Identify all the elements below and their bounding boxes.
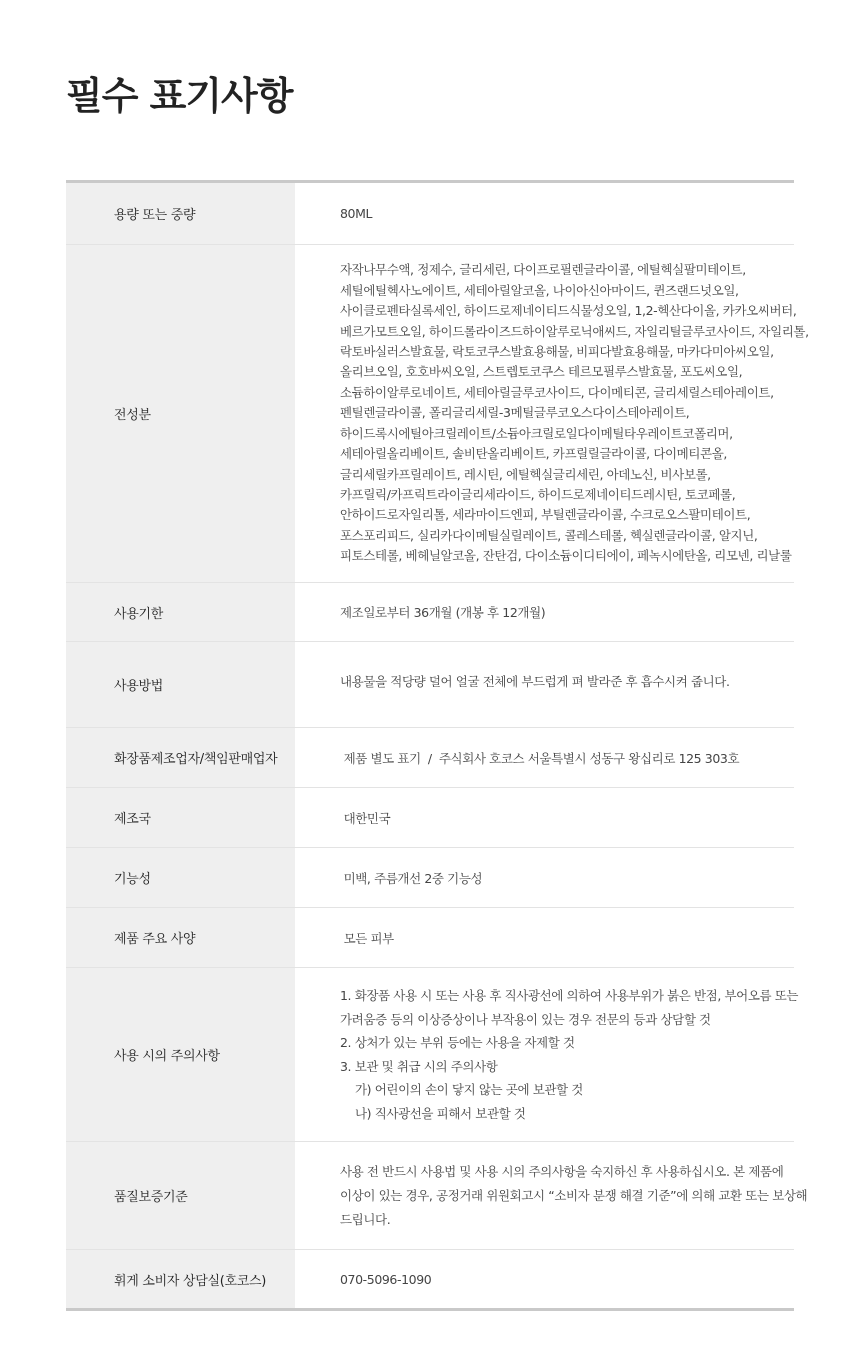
value-cautions (295, 968, 804, 1141)
ingredient-line: 세테아릴올리베이트, 솔비탄올리베이트, 카프릴릴글라이콜, 다이메티콘올, (340, 446, 727, 462)
value-line: 대한민국 (340, 810, 391, 826)
ingredient-line: 락토바실러스발효물, 락토코쿠스발효용해물, 비피다발효용해물, 마카다미아씨오일, (340, 344, 774, 360)
value-line: 내용물을 적당량 덜어 얼굴 전체에 부드럽게 펴 발라준 후 흡수시켜 줍니다. (340, 674, 730, 689)
value-line: 80ML (340, 206, 373, 221)
caution-line: 나) 직사광선을 피해서 보관할 것 (355, 1105, 526, 1121)
caution-line: 가려움증 등의 이상증상이나 부작용이 있는 경우 전문의 등과 상담할 것 (340, 1011, 711, 1027)
value-line: 제품 별도 표기 / 주식회사 호코스 서울특별시 성동구 왕십리로 125 303호 (340, 750, 740, 766)
quality-line: 드립니다. (340, 1211, 391, 1227)
phone-number: 070-5096-1090 (340, 1271, 432, 1287)
row-expiry (66, 582, 794, 641)
caution-line: 가) 어린이의 손이 닿지 않는 곳에 보관할 것 (355, 1082, 583, 1097)
label-expiry: 사용기한 (66, 583, 295, 641)
ingredient-line: 올리브오일, 호호바씨오일, 스트렙토코쿠스 테르모필루스발효물, 포도씨오일, (340, 364, 743, 380)
value-line: 모든 피부 (340, 930, 394, 946)
ingredient-line: 소듐하이알루로네이트, 세테아릴글루코사이드, 다이메티콘, 글리세릴스테아레이트, (340, 384, 774, 400)
label-manufacturer: 화장품제조업자/책임판매업자 (66, 728, 295, 787)
label-country: 제조국 (66, 788, 295, 847)
row-cautions (66, 967, 799, 1141)
ingredient-line: 사이클로펜타실록세인, 하이드로제네이티드식물성오일, 1,2-헥산다이올, 카카오씨버터, (340, 303, 797, 319)
ingredient-line: 펜틸렌글라이콜, 폴리글리세릴-3메틸글루코오스다이스테아레이트, (340, 405, 690, 421)
ingredient-line: 피토스테롤, 베헤닐알코올, 잔탄검, 다이소듐이디티에이, 페녹시에탄올, 리모넨, 리날룰 (340, 548, 792, 564)
label-volume: 용량 또는 중량 (66, 183, 295, 244)
row-functionality (66, 847, 794, 907)
ingredient-line: 포스포리피드, 실리카다이메틸실릴레이트, 콜레스테롤, 헥실렌글라이콜, 알지닌, (340, 527, 758, 543)
ingredient-line: 베르가모트오일, 하이드롤라이즈드하이알루로닉애씨드, 자일리틸글루코사이드, 자일리톨, (340, 323, 809, 339)
label-consumer-center: 휘게 소비자 상담실(호코스) (66, 1250, 295, 1308)
value-usage-method (295, 642, 794, 727)
value-manufacturer (295, 728, 794, 787)
spec-table (66, 180, 809, 1311)
label-quality-standard: 품질보증기준 (66, 1142, 295, 1249)
row-manufacturer (66, 727, 794, 787)
ingredient-line: 카프릴릭/카프릭트라이글리세라이드, 하이드로제네이티드레시틴, 토코페롤, (340, 486, 736, 502)
value-expiry (295, 583, 794, 641)
value-line: 미백, 주름개선 2중 기능성 (340, 870, 483, 886)
row-ingredients (66, 244, 809, 582)
row-quality-standard (66, 1141, 808, 1249)
row-usage-method (66, 641, 794, 727)
row-volume (66, 183, 794, 244)
page-title: 필수 표기사항 (66, 74, 293, 118)
value-consumer-center (295, 1250, 794, 1308)
row-consumer-center (66, 1249, 794, 1308)
value-volume (295, 183, 794, 244)
caution-line: 3. 보관 및 취급 시의 주의사항 (340, 1058, 498, 1074)
row-country (66, 787, 794, 847)
value-ingredients (295, 245, 815, 582)
quality-line: 사용 전 반드시 사용법 및 사용 시의 주의사항을 숙지하신 후 사용하십시오. 본 제품에 (340, 1163, 784, 1179)
ingredient-line: 세틸에틸헥사노에이트, 세테아릴알코올, 나이아신아마이드, 퀸즈랜드넛오일, (340, 282, 739, 298)
value-country (295, 788, 794, 847)
label-cautions: 사용 시의 주의사항 (66, 968, 295, 1141)
row-main-spec (66, 907, 794, 967)
value-functionality (295, 848, 794, 907)
caution-line: 1. 화장품 사용 시 또는 사용 후 직사광선에 의하여 사용부위가 붉은 반점, 부어오름 또는 (340, 988, 799, 1003)
ingredient-line: 안하이드로자일리톨, 세라마이드엔피, 부틸렌글라이콜, 수크로오스팔미테이트, (340, 507, 751, 523)
ingredient-line: 하이드록시에틸아크릴레이트/소듐아크릴로일다이메틸타우레이트코폴리머, (340, 425, 733, 441)
value-main-spec (295, 908, 794, 967)
ingredient-line: 글리세릴카프릴레이트, 레시틴, 에틸헥실글리세린, 아데노신, 비사보롤, (340, 466, 711, 482)
label-usage-method: 사용방법 (66, 642, 295, 727)
caution-line: 2. 상처가 있는 부위 등에는 사용을 자제할 것 (340, 1035, 575, 1050)
value-quality-standard (295, 1142, 813, 1249)
label-ingredients: 전성분 (66, 245, 295, 582)
quality-line: 이상이 있는 경우, 공정거래 위원회고시 “소비자 분쟁 해결 기준”에 의해 교환 또는 보상해 (340, 1187, 808, 1203)
ingredient-line: 자작나무수액, 정제수, 글리세린, 다이프로필렌글라이콜, 에틸헥실팔미테이트, (340, 262, 746, 278)
value-line: 제조일로부터 36개월 (개봉 후 12개월) (340, 605, 546, 620)
label-functionality: 기능성 (66, 848, 295, 907)
label-main-spec: 제품 주요 사양 (66, 908, 295, 967)
